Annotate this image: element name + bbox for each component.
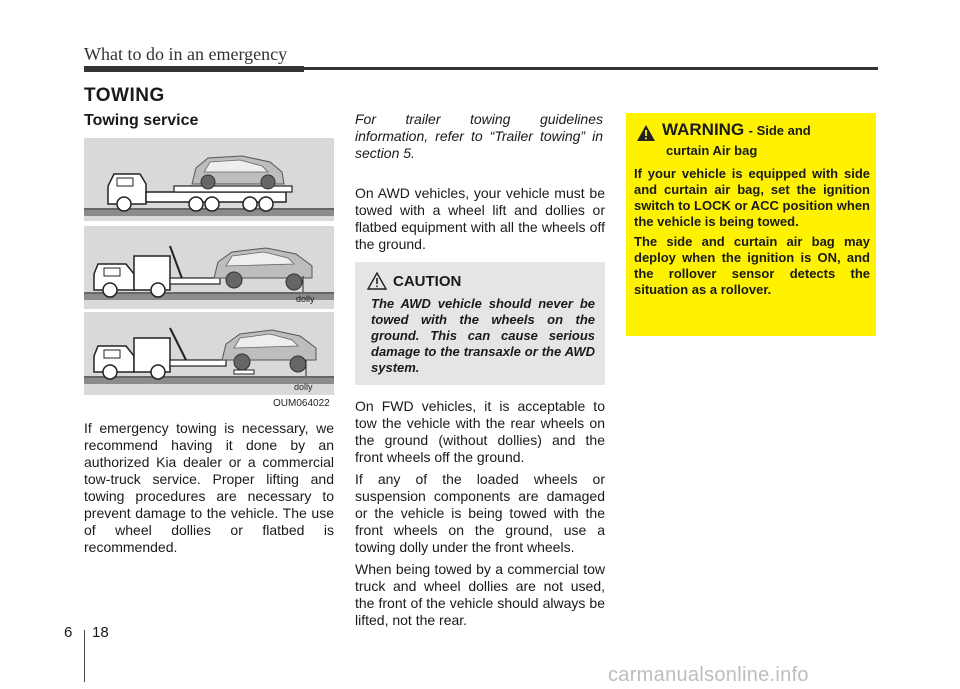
footer-divider xyxy=(84,630,85,682)
emergency-towing-paragraph: If emergency towing is necessary, we recommend having it done by an authorized Kia dealer or a commercial tow-truck service. Proper lifting and towing procedures are necessary to prevent damage to the vehicle. The use of wheel dollies or flatbed is recommended. xyxy=(84,420,334,555)
warning-title-suffix: - Side and xyxy=(748,123,811,138)
warning-text xyxy=(634,166,870,298)
header-bar xyxy=(84,66,304,72)
warning-triangle-icon xyxy=(636,124,656,142)
fwd-paragraph-1: On FWD vehicles, it is acceptable to tow the vehicle with the rear wheels on the ground (without dollies) and the front wheels off the ground. xyxy=(355,398,605,465)
caution-heading xyxy=(367,272,595,290)
watermark: carmanualsonline.info xyxy=(608,664,809,686)
figure-panel-dolly xyxy=(84,312,334,395)
chapter-number: 6 xyxy=(64,624,73,641)
figure-code: OUM064022 xyxy=(273,398,330,409)
fwd-paragraph-2: If any of the loaded wheels or suspension components are damaged or the vehicle is being towed with the front wheels on the ground, use a towing dolly under the front wheels. xyxy=(355,471,605,555)
towing-figure xyxy=(84,138,334,398)
dolly-label: dolly xyxy=(296,294,315,304)
page-number: 18 xyxy=(92,624,109,641)
warning-heading xyxy=(634,121,870,142)
caution-triangle-icon xyxy=(367,272,387,290)
trailer-note xyxy=(355,111,603,167)
warning-subtitle: curtain Air bag xyxy=(666,143,758,158)
caution-title: CAUTION xyxy=(393,272,462,290)
trailer-towing-note: For trailer towing guidelines information, refer to “Trailer towing” in section 5. xyxy=(355,111,603,161)
column1-text xyxy=(84,420,334,561)
section-header: What to do in an emergency xyxy=(84,44,288,64)
warning-box xyxy=(626,113,876,336)
figure-panel-flatbed xyxy=(84,138,334,221)
warning-text-1: If your vehicle is equipped with side and curtain air bag, set the ignition switch to LOCK or ACC position when the vehicle is being towed. xyxy=(634,166,870,229)
dolly-label: dolly xyxy=(294,382,313,392)
awd-text xyxy=(355,185,605,258)
fwd-text xyxy=(355,398,605,634)
sub-heading: Towing service xyxy=(84,112,199,129)
caution-text: The AWD vehicle should never be towed with the wheels on the ground. This can cause serious damage to the transaxle or the AWD system. xyxy=(371,296,595,375)
warning-title: WARNING xyxy=(662,120,745,139)
caution-box xyxy=(355,262,605,385)
page-heading: TOWING xyxy=(84,85,165,106)
fwd-paragraph-3: When being towed by a commercial tow truck and wheel dollies are not used, the front of the vehicle should always be lifted, not the rear. xyxy=(355,561,605,628)
figure-panel-wheel-lift xyxy=(84,226,334,309)
flatbed-truck-illustration xyxy=(84,138,334,221)
awd-paragraph: On AWD vehicles, your vehicle must be towed with a wheel lift and dollies or flatbed equipment with all the wheels off the ground. xyxy=(355,185,605,252)
warning-text-2: The side and curtain air bag may deploy when the ignition is ON, and the rollover sensor detects the situation as a rollover. xyxy=(634,234,870,297)
